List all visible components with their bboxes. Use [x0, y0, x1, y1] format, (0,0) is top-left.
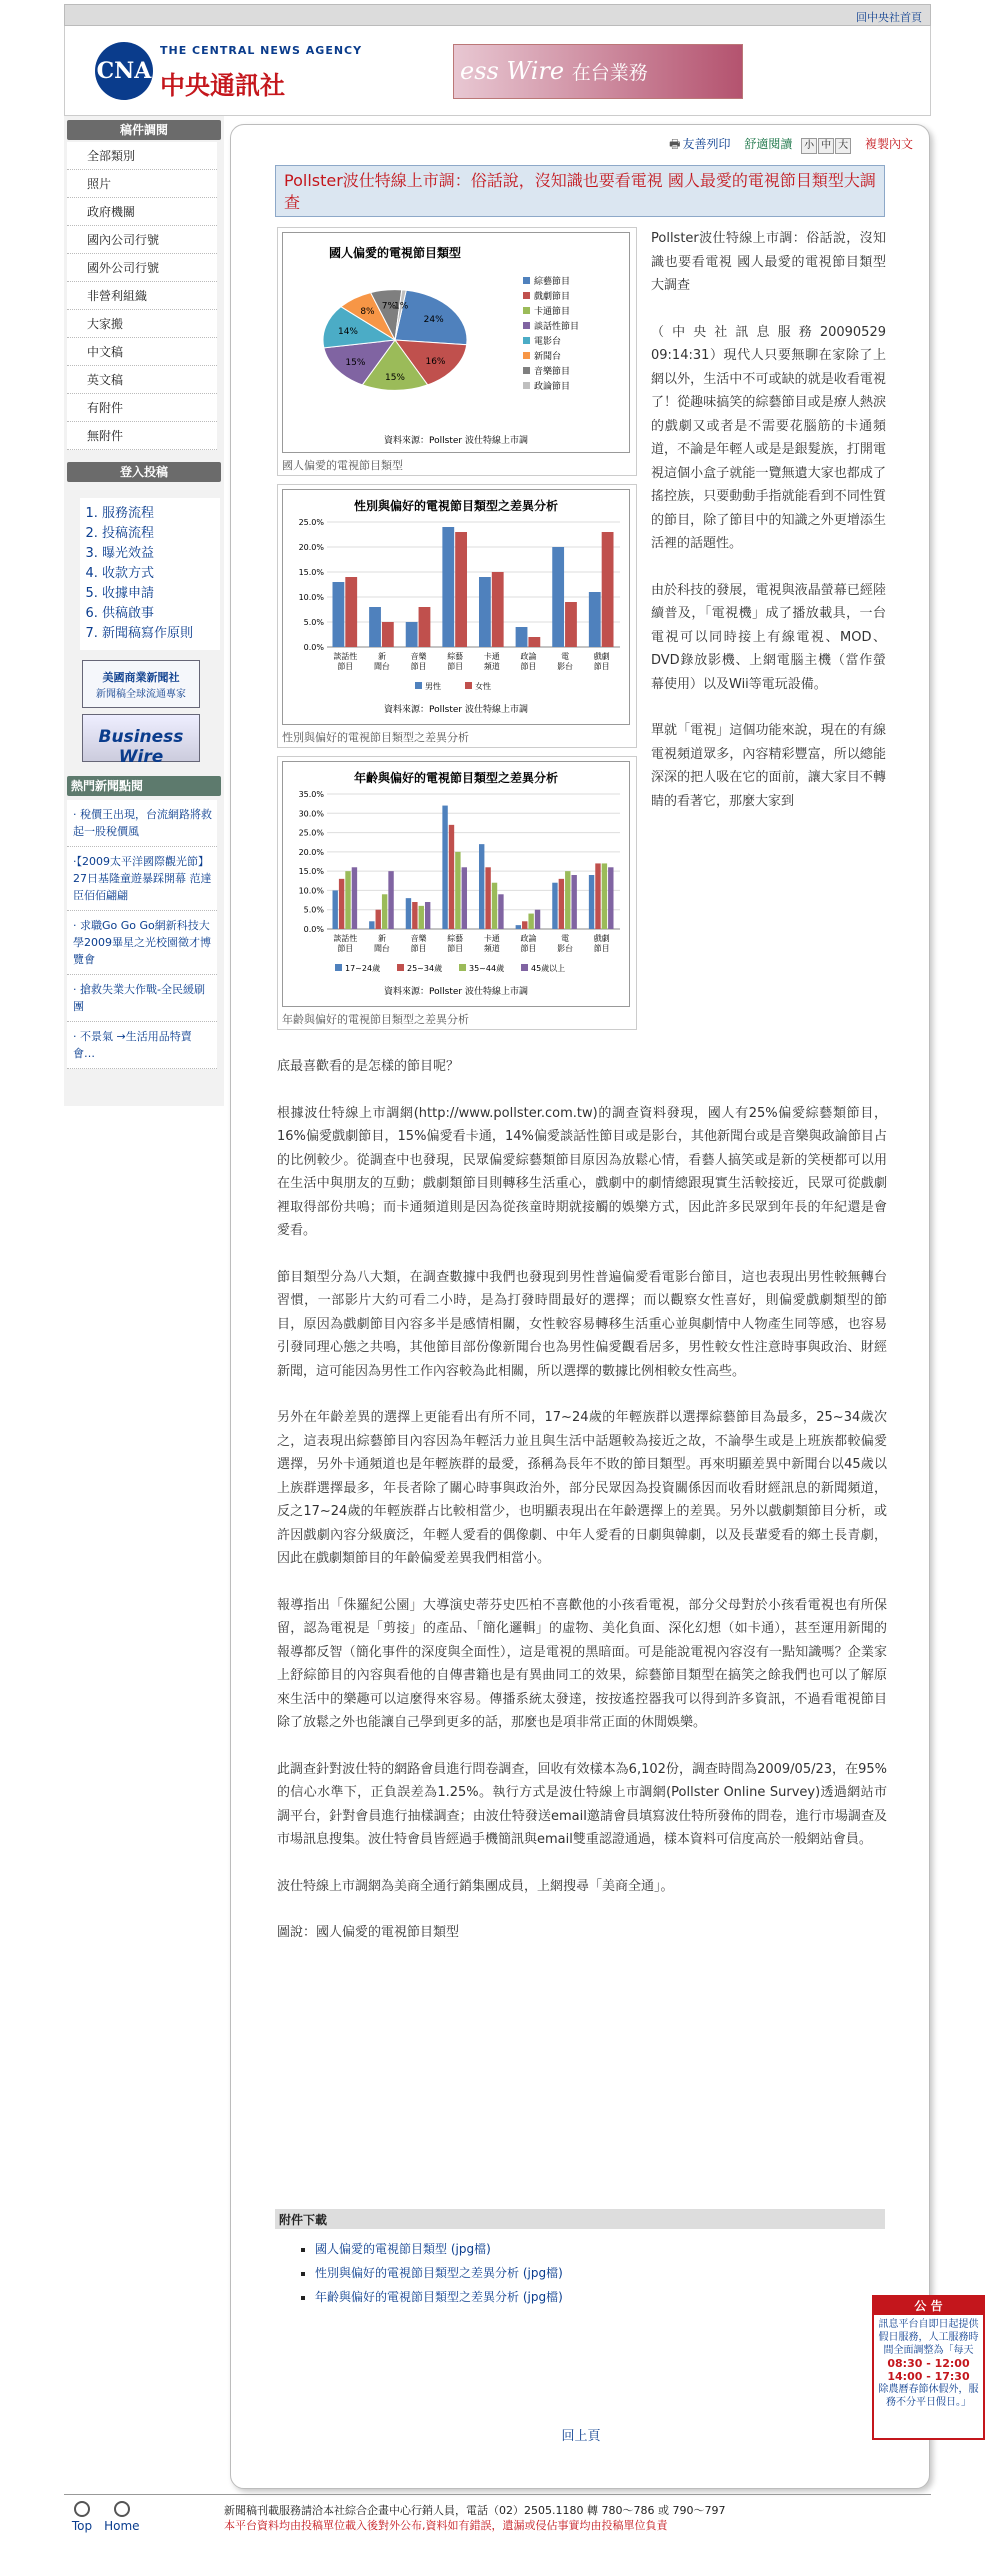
bar — [455, 852, 460, 929]
header — [64, 26, 931, 116]
bar — [608, 867, 613, 929]
bar — [425, 902, 430, 929]
bar — [412, 902, 417, 929]
bar — [345, 871, 350, 929]
service-link[interactable]: 5. 收據申請 — [102, 584, 214, 604]
article-paragraph: 此調查針對波仕特的網路會員進行問卷調查，回收有效樣本為6,102份，調查時間為2009/05/23，在95%的信心水準下，正負誤差為1.25%。執行方式是波仕特線上市調網(Pollster Online Survey)透過網站市調平台，針對會員進行抽樣調查；由波仕特發送email邀請會員填寫波仕特所發佈的問卷，進行市場調查及市場訊息搜集。波仕特會員皆經過手機簡訊與email雙重認證通過，樣本資料可信度高於一般網站會員。 — [277, 1761, 887, 1847]
font-label: 舒適閱讀 — [744, 137, 793, 151]
pie-label: 7% — [381, 301, 397, 312]
service-link[interactable]: 6. 供稿啟事 — [102, 604, 214, 624]
font-size-buttons — [800, 137, 851, 151]
home-button[interactable] — [104, 2501, 140, 2533]
x-tick: 政論 — [520, 934, 537, 943]
hot-news-heading: 熱門新聞點閱 — [67, 776, 221, 796]
pie-label: 15% — [384, 373, 406, 383]
chart-footnote: 資料來源：Pollster 波仕特線上市調 — [384, 705, 528, 715]
chart-box-pie — [277, 227, 637, 476]
bar — [479, 844, 484, 929]
chart-column — [277, 227, 637, 1038]
copy-link[interactable]: 複製內文 — [864, 137, 913, 151]
business-wire-banner[interactable] — [453, 44, 743, 99]
legend-swatch — [415, 682, 422, 689]
article-body — [277, 1055, 887, 1968]
service-link[interactable]: 2. 投稿流程 — [102, 524, 214, 544]
disclaimer-text: 本平台資料均由投稿單位載入後對外公布,資料如有錯誤，遺漏或侵佔事實均由投稿單位負責 — [224, 2519, 668, 2532]
paragraphs — [277, 1102, 887, 1945]
top-label: Top — [71, 2519, 93, 2533]
y-tick: 10.0% — [298, 886, 324, 896]
bar — [332, 582, 344, 647]
x-tick: 綜藝 — [447, 652, 464, 661]
y-tick: 25.0% — [298, 518, 324, 527]
top-bar — [64, 4, 931, 26]
bar — [455, 532, 467, 647]
pie-label: 15% — [345, 358, 366, 369]
x-tick: 節目 — [520, 662, 537, 671]
pie-chart — [285, 235, 627, 450]
legend-label: 男性 — [425, 682, 441, 691]
top-icon — [74, 2501, 90, 2517]
pie-label: 24% — [423, 314, 444, 325]
attachment-item — [315, 2261, 885, 2285]
notice-text: 訊息平台自即日起提供假日服務，人工服務時間全面調整為「每天 — [878, 2319, 979, 2356]
bar — [522, 921, 527, 929]
article-paragraph: 波仕特線上市調網為美商全通行銷集團成員，上網搜尋「美商全通」。 — [277, 1878, 674, 1894]
y-tick: 10.0% — [298, 593, 324, 602]
bar — [492, 883, 497, 929]
legend-label: 35~44歲 — [469, 964, 505, 973]
business-wire-logo[interactable]: Business Wire — [82, 714, 200, 762]
sidebar-item[interactable]: 政府機關 — [67, 198, 217, 226]
x-tick: 節目 — [410, 662, 427, 671]
print-link[interactable]: 友善列印 — [682, 137, 731, 151]
bar — [376, 910, 381, 929]
chart-footnote: 資料來源：Pollster 波仕特線上市調 — [384, 436, 528, 446]
bar — [498, 894, 503, 929]
legend-label: 音樂節目 — [534, 367, 571, 377]
print-icon[interactable]: 🖶 — [669, 137, 681, 151]
bwna-logo[interactable] — [82, 660, 200, 708]
sidebar-item[interactable]: 國外公司行號 — [67, 254, 217, 282]
legend-label: 女性 — [475, 682, 491, 691]
y-tick: 5.0% — [303, 905, 324, 915]
x-tick: 電 — [561, 934, 570, 943]
x-tick: 節目 — [593, 944, 610, 953]
x-tick: 政論 — [520, 652, 537, 661]
article-paragraph: 節目類型分為八大類，在調查數據中我們也發現到男性普遍偏愛看電影台節目，這也表現出男性較無轉台習慣，一部影片大約可看二小時，是為打發時間最好的選擇；而以觀察女性喜好，則偏愛戲劇類型的節目，原因為戲劇節目內容多半是感情相關，女性較容易轉移生活重心並與劇情中人物產生同等感，也容易引發同理心態之共鳴，其他節目部份像新聞台也為男性偏愛觀看居多，男性較女性注意時事與政治、財經新聞，這可能因為男性工作內容較為此相關，所以選擇的數據比例相較女性高些。 — [277, 1269, 887, 1379]
sidebar — [64, 116, 224, 1106]
legend-swatch — [523, 367, 530, 374]
x-tick: 綜藝 — [447, 934, 464, 943]
bar — [345, 577, 357, 647]
footer-info — [224, 2503, 725, 2533]
top-button[interactable] — [64, 2501, 100, 2533]
home-label: Home — [104, 2519, 140, 2533]
cna-logo[interactable]: CNA — [95, 42, 153, 100]
chart-title: 國人偏愛的電視節目類型 — [328, 246, 462, 260]
notice-heading: 公 告 — [874, 2297, 983, 2315]
pie-label: 1% — [393, 301, 409, 312]
logo-chinese: 中央通訊社 — [160, 71, 286, 100]
legend-swatch — [523, 307, 530, 314]
service-link[interactable]: 4. 收款方式 — [102, 564, 214, 584]
legend-swatch — [459, 964, 466, 971]
chart-title: 年齡與偏好的電視節目類型之差異分析 — [353, 771, 559, 785]
sidebar-item[interactable]: 照片 — [67, 170, 217, 198]
bar — [332, 890, 337, 929]
bar — [528, 637, 540, 647]
lead-para: 由於科技的發展，電視與液晶螢幕已經陸續普及，「電視機」成了播放載具，一台電視可以同時接上有線電視、MOD、DVD錄放影機、上網電腦主機（當作螢幕使用）以及Wii等電玩設備。 — [651, 582, 886, 692]
bar — [528, 914, 533, 929]
legend-label: 政論節目 — [534, 382, 571, 392]
y-tick: 15.0% — [298, 867, 324, 877]
legend-swatch — [521, 964, 528, 971]
pie-label: 14% — [337, 326, 358, 337]
x-tick: 節目 — [447, 662, 464, 671]
y-tick: 0.0% — [303, 643, 324, 652]
x-tick: 節目 — [593, 662, 610, 671]
x-tick: 談話性 — [333, 934, 358, 943]
x-tick: 節目 — [520, 944, 537, 953]
legend-swatch — [335, 964, 342, 971]
bar — [602, 863, 607, 929]
category-heading: 稿件調閱 — [67, 120, 221, 140]
legend-label: 17~24歲 — [345, 964, 381, 973]
bar — [419, 906, 424, 929]
x-tick: 新 — [377, 652, 386, 661]
article-paragraph: 圖說：國人偏愛的電視節目類型 — [277, 1925, 460, 1940]
legend-swatch — [523, 277, 530, 284]
legend-label: 談話性節目 — [534, 322, 580, 332]
bar — [565, 871, 570, 929]
legend-label: 25~34歲 — [407, 964, 443, 973]
chart-title: 性別與偏好的電視節目類型之差異分析 — [353, 499, 559, 513]
bar — [516, 925, 521, 929]
font-small-button[interactable]: 小 — [801, 138, 817, 154]
x-tick: 節目 — [337, 944, 354, 953]
age-bar-chart — [285, 764, 627, 1004]
bar — [552, 547, 564, 647]
bar — [419, 607, 431, 647]
footer — [64, 2494, 931, 2534]
bar — [382, 622, 394, 647]
bar — [462, 867, 467, 929]
article-paragraph: 報導指出「侏羅紀公園」大導演史蒂芬史匹柏不喜歡他的小孩看電視，部分父母對於小孩看電視也有所保留，認為電視是「剪接」的產品、「簡化邏輯」的虛物、美化負面、深化幻想（如卡通），甚至運用新聞的報導都反智（簡化事件的深度與全面性），這是電視的黑暗面。可是能說電視內容沒有一點知識嗎？企業家上舒綜節目的內容與看他的自傳書籍也是有異曲同工的效果，綜藝節目類型在搞笑之餘我們也可以了解原來生活中的樂趣可以這麼得來容易。傳播系統太發達，按按遙控器我可以得到許多資訊，不過看電視節目除了放鬆之外也能讓自己學到更多的話，那麼也是項非常正面的休閒娛樂。 — [277, 1597, 887, 1730]
x-tick: 戲劇 — [593, 652, 610, 661]
y-tick: 30.0% — [298, 809, 324, 819]
lead-text — [651, 227, 886, 813]
bar — [552, 883, 557, 929]
lead-tail: 底最喜歡看的是怎樣的節目呢？ — [277, 1059, 460, 1074]
attachment-item — [315, 2285, 885, 2309]
bar — [406, 622, 418, 647]
lead-para: Pollster波仕特線上市調：俗話說，沒知識也要看電視 國人最愛的電視節目類型大調查 — [651, 231, 886, 293]
login-button[interactable]: 登入投稿 — [67, 462, 221, 482]
font-medium-button[interactable]: 中 — [818, 138, 834, 154]
bar — [565, 602, 577, 647]
font-large-button[interactable]: 大 — [835, 138, 851, 154]
y-tick: 15.0% — [298, 568, 324, 577]
legend-label: 電影台 — [534, 337, 562, 347]
bar — [571, 875, 576, 929]
bar — [352, 867, 357, 929]
attachment-link[interactable]: 性別與偏好的電視節目類型之差異分析 (jpg檔) — [315, 2266, 563, 2280]
x-tick: 頻道 — [483, 662, 500, 671]
chart-caption: 年齡與偏好的電視節目類型之差異分析 — [282, 1013, 469, 1026]
sidebar-item[interactable]: 有附件 — [67, 394, 217, 422]
y-tick: 0.0% — [303, 925, 324, 934]
notice-time-pm: 14:00 - 17:30 — [887, 2370, 970, 2383]
sidebar-item[interactable]: 全部類別 — [67, 142, 217, 170]
sidebar-item[interactable]: 國內公司行號 — [67, 226, 217, 254]
legend-swatch — [523, 352, 530, 359]
page — [64, 4, 931, 2534]
back-link[interactable]: 回上頁 — [561, 2429, 601, 2444]
x-tick: 節目 — [410, 944, 427, 953]
bar — [382, 894, 387, 929]
y-tick: 5.0% — [303, 618, 324, 627]
attachments — [275, 2209, 885, 2309]
legend-swatch — [523, 382, 530, 389]
hot-news-item[interactable]: ‧ 不景氣 →生活用品特賣會… — [67, 1022, 217, 1069]
hot-news-item[interactable]: ‧ 求職Go Go Go網新科技大學2009畢星之光校園徵才博覽會 — [67, 911, 217, 975]
legend-swatch — [523, 337, 530, 344]
sidebar-item[interactable]: 無附件 — [67, 422, 217, 450]
chart-footnote: 資料來源：Pollster 波仕特線上市調 — [384, 987, 528, 997]
bar — [339, 879, 344, 929]
category-list — [67, 142, 217, 450]
bwna-title: 美國商業新聞社 — [102, 671, 180, 684]
attachment-link[interactable]: 國人偏愛的電視節目類型 (jpg檔) — [315, 2242, 491, 2256]
x-tick: 電 — [561, 652, 570, 661]
footer-nav — [64, 2501, 140, 2533]
hot-news-list — [67, 800, 217, 1069]
banner-en: ess Wire — [460, 57, 565, 85]
bar — [388, 871, 393, 929]
banner-zh: 在台業務 — [571, 62, 648, 84]
chart-box-age — [277, 756, 637, 1030]
service-link[interactable]: 3. 曝光效益 — [102, 544, 214, 564]
x-tick: 影台 — [557, 944, 574, 953]
legend-swatch — [397, 964, 404, 971]
bar — [442, 806, 447, 929]
x-tick: 卡通 — [483, 652, 500, 661]
x-tick: 新 — [377, 934, 386, 943]
bar — [559, 879, 564, 929]
attachment-link[interactable]: 年齡與偏好的電視節目類型之差異分析 (jpg檔) — [315, 2290, 563, 2304]
bar — [602, 532, 614, 647]
bar — [492, 572, 504, 647]
service-link[interactable]: 7. 新聞稿寫作原則 — [102, 624, 214, 644]
legend-swatch — [465, 682, 472, 689]
legend-label: 綜藝節目 — [534, 277, 571, 287]
x-tick: 聞台 — [373, 662, 390, 671]
bar — [535, 910, 540, 929]
x-tick: 頻道 — [483, 944, 500, 953]
x-tick: 節目 — [337, 662, 354, 671]
bar — [406, 898, 411, 929]
x-tick: 聞台 — [373, 944, 390, 953]
article-title: Pollster波仕特線上市調：俗話說，沒知識也要看電視 國人最愛的電視節目類型大調查 — [275, 165, 885, 217]
sidebar-item[interactable]: 非營利組織 — [67, 282, 217, 310]
attachment-list — [315, 2237, 885, 2309]
legend-label: 戲劇節目 — [534, 292, 571, 302]
gender-bar-chart — [285, 492, 627, 722]
bar — [369, 607, 381, 647]
bwna-sub: 新聞稿全球流通專家 — [96, 689, 186, 700]
chart-box-gender — [277, 484, 637, 748]
bar — [449, 825, 454, 929]
x-tick: 戲劇 — [593, 934, 610, 943]
bar — [369, 921, 374, 929]
attachment-item — [315, 2237, 885, 2261]
article-paragraph: 根據波仕特線上市調網(http://www.pollster.com.tw)的調查資料發現，國人有25%偏愛綜藝類節目，16%偏愛戲劇節目，15%偏愛看卡通，14%偏愛談話性節目或是影台，其他新聞台或是音樂與政論節目占的比例較少。從調查中也發現，民眾偏愛綜藝類節目原因為放鬆心情，看藝人搞笑或是新的笑梗都可以用在生活中與朋友的互動；戲劇類節目則轉移生活重心，戲劇中的劇情總跟現實生活較接近，民眾可從戲劇裡取得部份共鳴；而卡通頻道則是因為從孩童時期就接觸的娛樂方式，因此許多民眾到年長的年紀還是會愛看。 — [277, 1105, 887, 1238]
notice-box[interactable] — [872, 2295, 985, 2440]
legend-swatch — [523, 292, 530, 299]
x-tick: 談話性 — [333, 652, 358, 661]
legend-label: 45歲以上 — [531, 964, 566, 973]
chart-caption: 國人偏愛的電視節目類型 — [282, 459, 403, 472]
y-tick: 20.0% — [298, 543, 324, 552]
service-links — [80, 498, 220, 650]
x-tick: 卡通 — [483, 934, 500, 943]
y-tick: 20.0% — [298, 847, 324, 857]
y-tick: 35.0% — [298, 790, 324, 799]
lead-para: 單就「電視」這個功能來說，現在的有線電視頻道眾多，內容精彩豐富，所以總能深深的把人吸在它的面前，讓大家目不轉睛的看著它，那麼大家到 — [651, 723, 886, 809]
article-panel — [230, 124, 930, 2489]
sidebar-item[interactable]: 大家搬 — [67, 310, 217, 338]
x-tick: 音樂 — [410, 934, 427, 943]
lead-para: （中央社訊息服務20090529 09:14:31）現代人只要無聊在家除了上網以外，生活中不可或缺的就是收看電視了！從趣味搞笑的綜藝節目或是療人熱淚的戲劇又或者是不需要花腦筋的卡通頻道，不論是年輕人或是是銀髮族，打開電視這個小盒子就能一覽無遺大家也都成了搖控族，只要動動手指就能看到不同性質的節目，除了節目中的知識之外更增添生活裡的話題性。 — [651, 324, 886, 551]
back-area — [231, 2425, 931, 2444]
x-tick: 音樂 — [410, 652, 427, 661]
chart-caption: 性別與偏好的電視節目類型之差異分析 — [282, 731, 469, 744]
bar — [589, 592, 601, 647]
bar — [485, 867, 490, 929]
hot-news-item[interactable]: ‧ 稅價王出現，台流網路將救起一股稅價風 — [67, 800, 217, 847]
x-tick: 節目 — [447, 944, 464, 953]
legend-swatch — [523, 322, 530, 329]
home-icon — [114, 2501, 130, 2517]
y-tick: 25.0% — [298, 828, 324, 838]
notice-time-am: 08:30 - 12:00 — [887, 2357, 970, 2370]
service-link[interactable]: 1. 服務流程 — [102, 504, 214, 524]
pie-label: 8% — [360, 307, 375, 318]
article-tools — [659, 135, 913, 156]
pie-label: 16% — [425, 357, 446, 368]
bar — [589, 875, 594, 929]
article-paragraph: 另外在年齡差異的選擇上更能看出有所不同，17~24歲的年輕族群以選擇綜藝節目為最多，25~34歲次之，這表現出綜藝節目內容因為年輕活力並且與生活中話題較為接近之故，不論學生或是上班族都較偏愛選擇，另外卡通頻道也是年輕族群的最愛，孫稱為長年不敗的節目類型。再來明顯差異中新聞台以45歲以上族群選擇最多，年長者除了關心時事與政治外，部分民眾因為投資關係因而收看財經訊息的新聞頻道，反之17~24歲的年輕族群占比較相當少，也明顯表現出在年齡選擇上的差異。另外以戲劇類節目分析，或許因戲劇內容分級廣泛，年輕人愛看的偶像劇、中年人愛看的日劇與韓劇，以及長輩愛看的鄉土長青劇，因此在戲劇類節目的年齡偏愛差異我們相當小。 — [277, 1410, 887, 1566]
bar — [595, 863, 600, 929]
bar — [479, 577, 491, 647]
hot-news-item[interactable]: ‧ 搶救失業大作戰-全民緩刷團 — [67, 975, 217, 1022]
attachments-heading: 附件下載 — [275, 2209, 885, 2229]
bar — [442, 527, 454, 647]
sidebar-item[interactable]: 中文稿 — [67, 338, 217, 366]
logo-english: THE CENTRAL NEWS AGENCY — [160, 44, 363, 57]
legend-label: 卡通節目 — [534, 307, 571, 317]
bar — [516, 627, 528, 647]
home-link[interactable]: 回中央社首頁 — [856, 11, 922, 24]
hot-news-item[interactable]: ‧【2009太平洋國際觀光節】 27日基隆童遊暴踩開幕 范達臣佰佰翩翩 — [67, 847, 217, 911]
notice-tail: 除農曆春節休假外，服務不分平日假日。」 — [878, 2384, 979, 2408]
contact-text: 新聞稿刊載服務請洽本社綜合企畫中心行銷人員，電話（02）2505.1180 轉 780～786 或 790～797 — [224, 2504, 726, 2517]
x-tick: 影台 — [557, 662, 574, 671]
sidebar-item[interactable]: 英文稿 — [67, 366, 217, 394]
legend-label: 新聞台 — [534, 352, 562, 362]
